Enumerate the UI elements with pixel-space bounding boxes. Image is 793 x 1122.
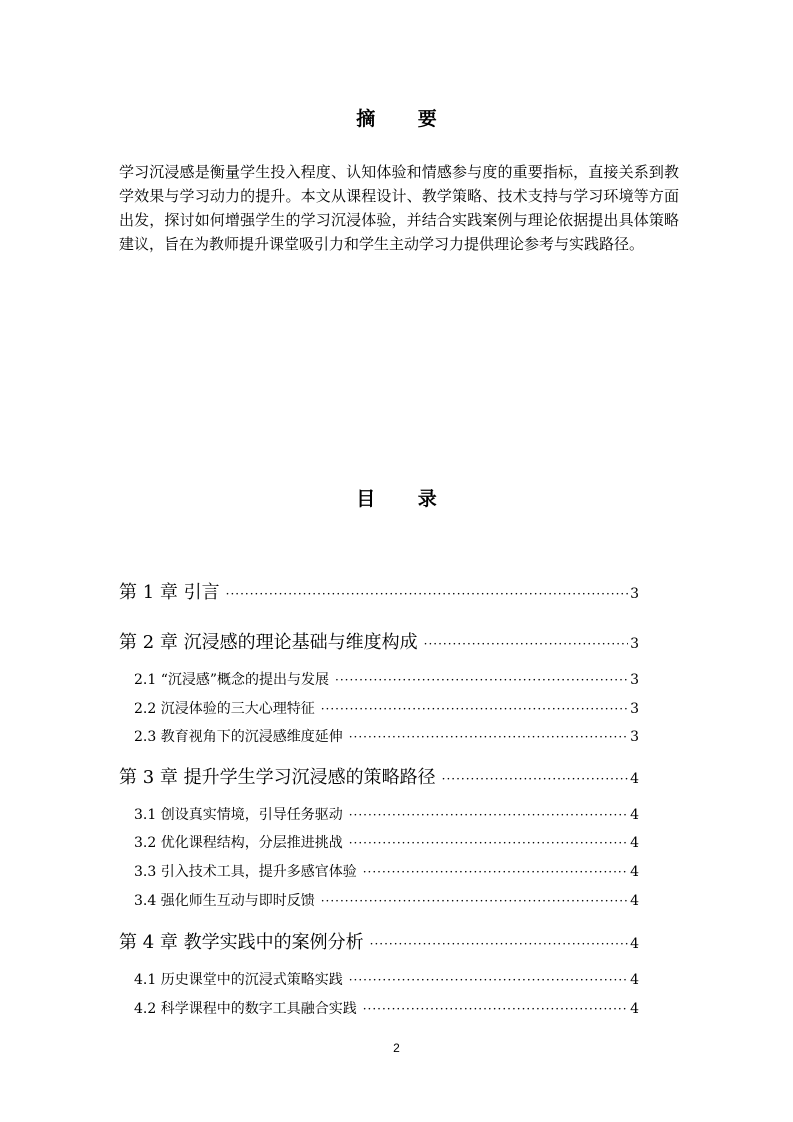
toc-entry-section-4-1[interactable]: [134, 969, 639, 989]
toc-entry-chapter-4[interactable]: [119, 928, 639, 954]
toc-entry-page: 4: [630, 771, 639, 787]
toc-entry-label: 第 4 章 教学实践中的案例分析: [119, 932, 364, 953]
toc-entry-page: 4: [630, 835, 639, 851]
toc-entry-label: 第 3 章 提升学生学习沉浸感的策略路径: [119, 767, 436, 788]
toc-title: 目 录: [356, 488, 455, 510]
toc-entry-page: 4: [630, 864, 639, 880]
toc-leader-dots: [321, 702, 628, 716]
toc-entry-section-2-1[interactable]: [134, 669, 639, 689]
toc-entry-page: 4: [630, 893, 639, 909]
toc-entry-page: 3: [630, 729, 639, 745]
toc-leader-dots: [370, 937, 628, 951]
toc-entry-label: 3.1 创设真实情境，引导任务驱动: [134, 807, 343, 823]
toc-leader-dots: [442, 772, 628, 786]
toc-leader-dots: [349, 730, 628, 744]
toc-entry-page: 4: [630, 936, 639, 952]
toc-entry-page: 4: [630, 972, 639, 988]
toc-entry-page: 3: [630, 586, 639, 602]
toc-leader-dots: [349, 808, 628, 822]
toc-entry-label: 3.2 优化课程结构，分层推进挑战: [134, 835, 343, 851]
toc-entry-section-2-2[interactable]: [134, 698, 639, 718]
toc-entry-label: 第 1 章 引言: [119, 582, 220, 603]
toc-entry-section-2-3[interactable]: [134, 726, 639, 746]
toc-leader-dots: [363, 865, 628, 879]
toc-entry-label: 2.1 “沉浸感”概念的提出与发展: [134, 672, 330, 688]
toc-entry-chapter-1[interactable]: [119, 578, 639, 604]
toc-leader-dots: [349, 973, 628, 987]
toc-entry-label: 2.2 沉浸体验的三大心理特征: [134, 701, 315, 717]
toc-leader-dots: [424, 637, 628, 651]
toc-entry-page: 4: [630, 807, 639, 823]
toc-entry-section-3-4[interactable]: [134, 890, 639, 910]
toc-entry-section-3-3[interactable]: [134, 861, 639, 881]
toc-entry-page: 4: [630, 1001, 639, 1017]
toc-entry-label: 4.1 历史课堂中的沉浸式策略实践: [134, 972, 343, 988]
toc-entry-label: 2.3 教育视角下的沉浸感维度延伸: [134, 729, 343, 745]
abstract-title: 摘 要: [356, 108, 455, 130]
toc-leader-dots: [226, 587, 628, 601]
toc-entry-chapter-2[interactable]: [119, 628, 639, 654]
abstract-body: 学习沉浸感是衡量学生投入程度、认知体验和情感参与度的重要指标，直接关系到教学效果与学习动力的提升。本文从课程设计、教学策略、技术支持与学习环境等方面出发，探讨如何增强学生的学习沉浸体验，并结合实践案例与理论依据提出具体策略建议，旨在为教师提升课堂吸引力和学生主动学习力提供理论参考与实践路径。: [119, 163, 679, 253]
toc-leader-dots: [335, 673, 628, 687]
toc-entry-section-3-2[interactable]: [134, 832, 639, 852]
toc-entry-page: 3: [630, 701, 639, 717]
toc-leader-dots: [363, 1002, 628, 1016]
toc-entry-page: 3: [630, 636, 639, 652]
toc-entry-section-3-1[interactable]: [134, 804, 639, 824]
toc-entry-label: 3.3 引入技术工具，提升多感官体验: [134, 864, 357, 880]
page-number: 2: [393, 1041, 400, 1055]
toc-leader-dots: [349, 836, 628, 850]
toc-entry-label: 3.4 强化师生互动与即时反馈: [134, 893, 315, 909]
toc-entry-label: 第 2 章 沉浸感的理论基础与维度构成: [119, 632, 418, 653]
toc-entry-label: 4.2 科学课程中的数字工具融合实践: [134, 1001, 357, 1017]
toc-entry-chapter-3[interactable]: [119, 763, 639, 789]
toc-entry-page: 3: [630, 672, 639, 688]
toc-entry-section-4-2[interactable]: [134, 998, 639, 1018]
toc-leader-dots: [321, 894, 628, 908]
